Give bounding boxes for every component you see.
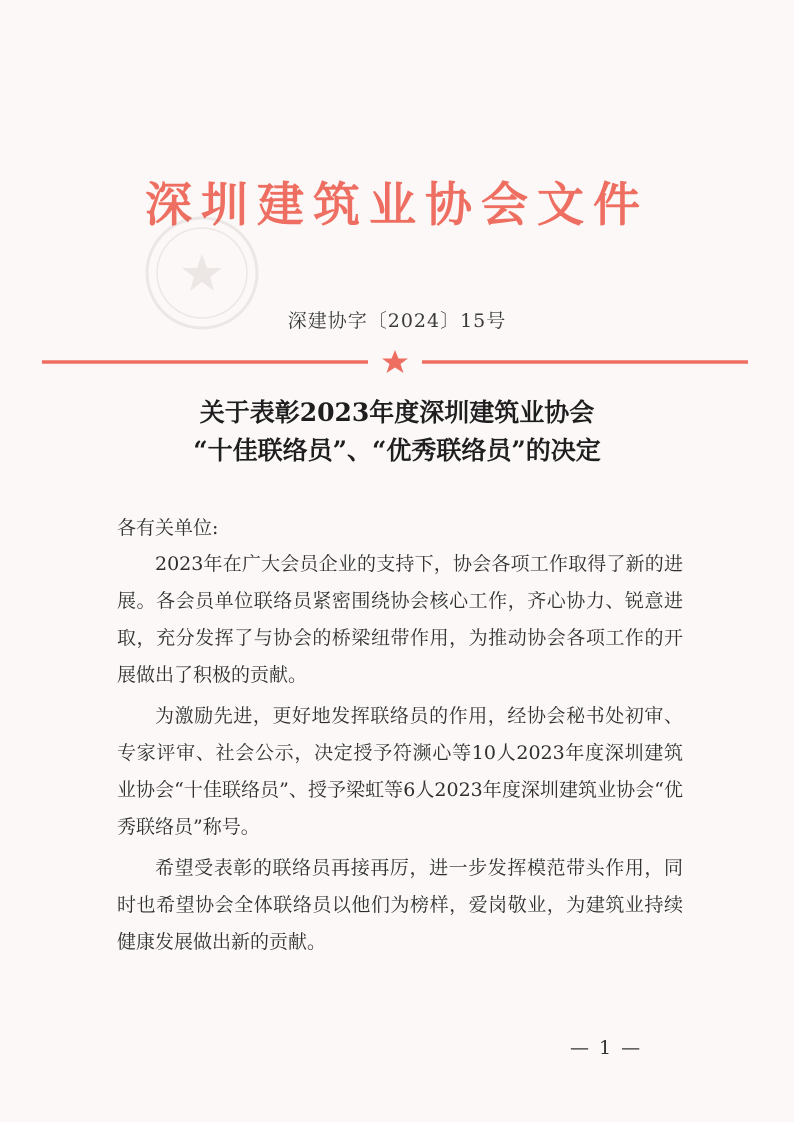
star-icon: [382, 350, 408, 373]
title-line-1: 关于表彰2023年度深圳建筑业协会: [199, 398, 595, 427]
title-line-2: “十佳联络员”、“优秀联络员”的决定: [193, 436, 601, 465]
paragraph: 2023年在广大会员企业的支持下，协会各项工作取得了新的进展。各会员单位联络员紧密围绕协会核心工作，齐心协力、锐意进取，充分发挥了与协会的桥梁纽带作用，为推动协会各项工作的开展做出了积极的贡献。: [117, 553, 683, 686]
document-title: [0, 394, 794, 470]
red-divider: [42, 350, 748, 374]
masthead-title: 深圳建筑业协会文件: [145, 178, 649, 233]
paragraph: 希望受表彰的联络员再接再厉，进一步发挥模范带头作用，同时也希望协会全体联络员以他们为榜样，爱岗敬业，为建筑业持续健康发展做出新的贡献。: [117, 857, 683, 953]
salutation: 各有关单位:: [117, 517, 219, 539]
paragraph: 为激励先进，更好地发挥联络员的作用，经协会秘书处初审、专家评审、社会公示，决定授予符濒心等10人2023年度深圳建筑业协会“十佳联络员”、授予梁虹等6人2023年度深圳建筑业协会“优秀联络员”称号。: [117, 705, 683, 838]
document-body: [117, 546, 683, 965]
page-number: — 1 —: [570, 1037, 643, 1059]
document-number: 深建协字〔2024〕15号: [287, 310, 507, 332]
